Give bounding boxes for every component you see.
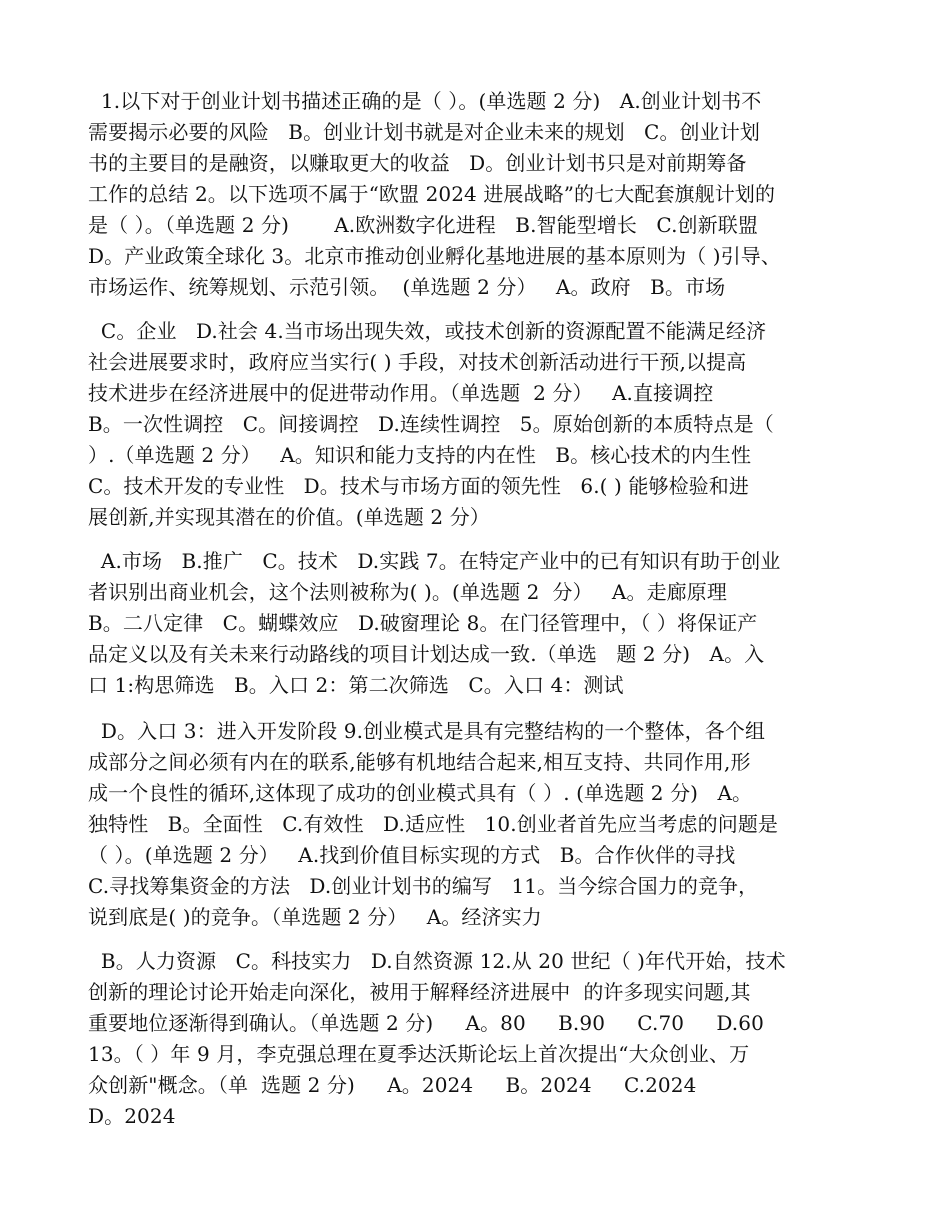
text-line: B。一次性调控 C。间接调控 D.连续性调控 5。原始创新的本质特点是（ [88, 412, 774, 436]
text-line: 13。（ ）年 9 月，李克强总理在夏季达沃斯论坛上首次提出“大众创业、万 [88, 1042, 750, 1066]
text-line: 创新的理论讨论开始走向深化，被用于解释经济进展中 的许多现实问题,其 [88, 980, 751, 1004]
text-line: C。企业 D.社会 4.当市场出现失效，或技术创新的资源配置不能满足经济 [88, 319, 767, 343]
paragraph-3 [88, 546, 888, 701]
text-line: 需要揭示必要的风险 B。创业计划书就是对企业未来的规划 C。创业计划 [88, 120, 760, 144]
text-line: 是（ ）。（单选题 2 分) A.欧洲数字化进程 B.智能型增长 C.创新联盟 [88, 213, 758, 237]
text-line: A.市场 B.推广 C。技术 D.实践 7。在特定产业中的已有知识有助于创业 [88, 549, 781, 573]
paragraph-5 [88, 946, 888, 1132]
text-line: 品定义以及有关未来行动路线的项目计划达成一致.（单选 题 2 分) A。入 [88, 642, 765, 666]
text-line: 独特性 B。全面性 C.有效性 D.适应性 10.创业者首先应当考虑的问题是 [88, 812, 779, 836]
text-line: 者识别出商业机会，这个法则被称为( )。(单选题 2 分） A。走廊原理 [88, 580, 727, 604]
text-line: 重要地位逐渐得到确认。（单选题 2 分) A。80 B.90 C.70 D.60 [88, 1011, 764, 1035]
text-line: D。入口 3：进入开发阶段 9.创业模式是具有完整结构的一个整体，各个组 [88, 719, 766, 743]
text-line: （ ）。(单选题 2 分） A.找到价值目标实现的方式 B。合作伙伴的寻找 [88, 843, 736, 867]
paragraph-2 [88, 316, 888, 533]
text-line: 市场运作、统筹规划、示范引领。 (单选题 2 分） A。政府 B。市场 [88, 275, 726, 299]
text-line: 书的主要目的是融资，以赚取更大的收益 D。创业计划书只是对前期筹备 [88, 151, 747, 175]
text-line: 口 1:构思筛选 B。入口 2：第二次筛选 C。入口 4：测试 [88, 673, 624, 697]
text-line: C。技术开发的专业性 D。技术与市场方面的领先性 6.( ) 能够检验和进 [88, 474, 749, 498]
text-line: 展创新,并实现其潜在的价值。(单选题 2 分） [88, 505, 490, 529]
text-line: 1.以下对于创业计划书描述正确的是（ ）。(单选题 2 分) A.创业计划书不 [88, 89, 762, 113]
text-line: B。二八定律 C。蝴蝶效应 D.破窗理论 8。在门径管理中，（ ）将保证产 [88, 611, 758, 635]
text-line: 成部分之间必须有内在的联系,能够有机地结合起来,相互支持、共同作用,形 [88, 750, 751, 774]
text-line: 众创新"概念。（单 选题 2 分) A。2024 B。2024 C.2024 [88, 1073, 697, 1097]
text-line: D。2024 [88, 1104, 176, 1128]
text-line: 工作的总结 2。以下选项不属于“欧盟 2024 进展战略”的七大配套旗舰计划的 [88, 182, 776, 206]
text-line: B。人力资源 C。科技实力 D.自然资源 12.从 20 世纪（ )年代开始，技术 [88, 949, 786, 973]
text-line: ）.（单选题 2 分） A。知识和能力支持的内在性 B。核心技术的内生性 [88, 443, 752, 467]
paragraph-4 [88, 716, 888, 933]
text-line: 成一个良性的循环,这体现了成功的创业模式具有（ ）. (单选题 2 分) A。 [88, 781, 753, 805]
text-line: C.寻找筹集资金的方法 D.创业计划书的编写 11。当今综合国力的竞争， [88, 874, 759, 898]
text-line: D。产业政策全球化 3。北京市推动创业孵化基地进展的基本原则为（ )引导、 [88, 244, 781, 268]
text-line: 技术进步在经济进展中的促进带动作用。（单选题 2 分） A.直接调控 [88, 381, 714, 405]
text-line: 说到底是( )的竞争。（单选题 2 分） A。经济实力 [88, 905, 542, 929]
text-line: 社会进展要求时，政府应当实行( ) 手段，对技术创新活动进行干预,以提高 [88, 350, 747, 374]
paragraph-1 [88, 86, 888, 303]
